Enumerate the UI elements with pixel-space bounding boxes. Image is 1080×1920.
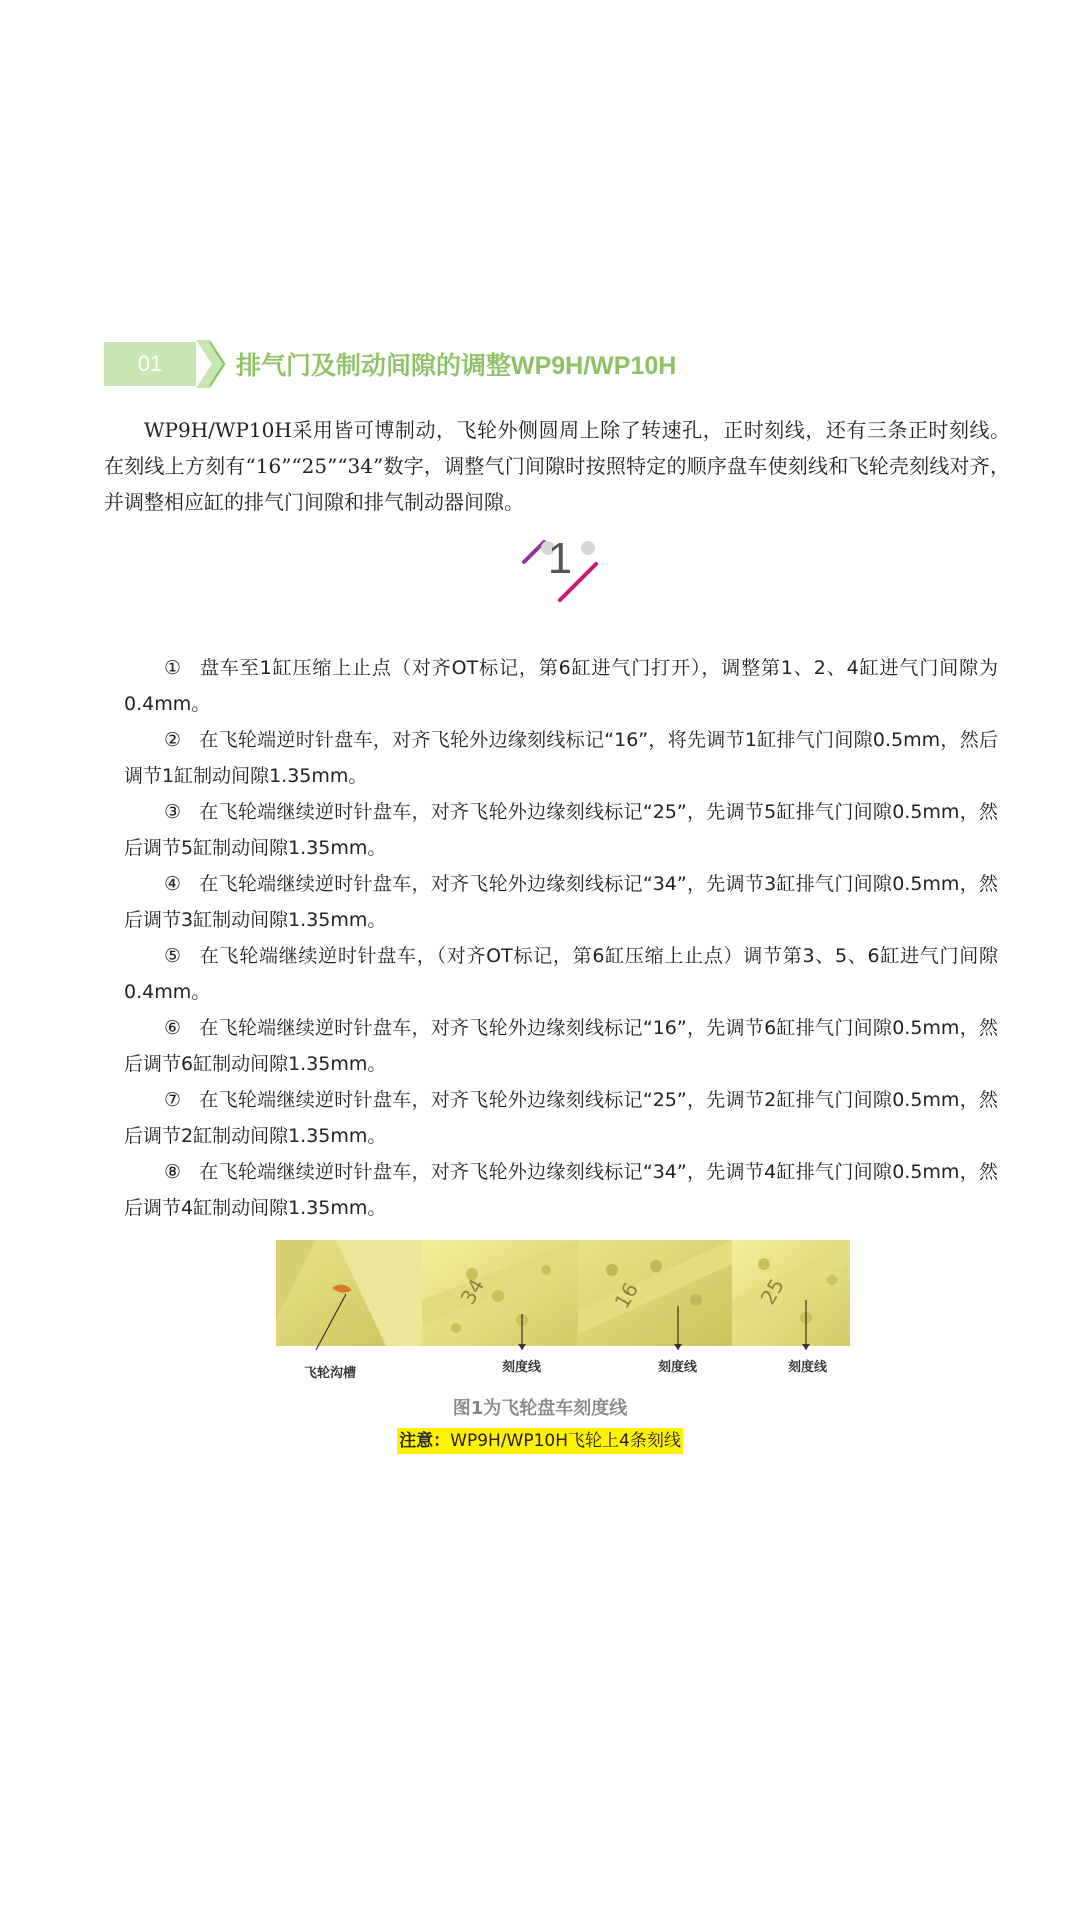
chevron-right-icon xyxy=(196,340,226,388)
note-label: 注意： xyxy=(399,1431,451,1451)
step-number: ⑥ xyxy=(164,1017,182,1039)
steps-list xyxy=(124,650,998,1226)
figure-label-scale: 刻度线 xyxy=(502,1360,542,1375)
step-item xyxy=(124,650,998,722)
step-text: 盘车至1缸压缩上止点（对齐OT标记，第6缸进气门打开），调整第1、2、4缸进气门间隙为0.4mm。 xyxy=(124,657,998,715)
step-text: 在飞轮端逆时针盘车，对齐飞轮外边缘刻线标记“16”，将先调节1缸排气门间隙0.5mm，然后调节1缸制动间隙1.35mm。 xyxy=(124,729,998,787)
photo-panel-25 xyxy=(732,1240,850,1346)
step-text: 在飞轮端继续逆时针盘车，对齐飞轮外边缘刻线标记“34”，先调节3缸排气门间隙0.5mm，然后调节3缸制动间隙1.35mm。 xyxy=(124,873,998,931)
engraved-16: 16 xyxy=(609,1278,644,1313)
engraved-25: 25 xyxy=(755,1274,790,1309)
photo-panel-groove xyxy=(276,1240,422,1346)
intro-paragraph: WP9H/WP10H采用皆可博制动，飞轮外侧圆周上除了转速孔，正时刻线，还有三条正时刻线。在刻线上方刻有“16”“25”“34”数字，调整气门间隙时按照特定的顺序盘车使刻线和飞轮壳刻线对齐，并调整相应缸的排气门间隙和排气制动器间隙。 xyxy=(104,418,1010,514)
step-number: ⑤ xyxy=(164,945,182,967)
step-number: ② xyxy=(164,729,182,751)
step-item xyxy=(124,1154,998,1226)
step-item xyxy=(124,1082,998,1154)
photo-panel-34 xyxy=(422,1240,578,1346)
section-title: 排气门及制动间隙的调整WP9H/WP10H xyxy=(236,352,677,380)
step-badge xyxy=(520,532,600,606)
figure-label-scale: 刻度线 xyxy=(658,1360,698,1375)
note xyxy=(0,1428,1080,1454)
step-number: ③ xyxy=(164,801,182,823)
figure-label-groove: 飞轮沟槽 xyxy=(304,1366,357,1381)
step-item xyxy=(124,866,998,938)
step-text: 在飞轮端继续逆时针盘车，对齐飞轮外边缘刻线标记“34”，先调节4缸排气门间隙0.5mm，然后调节4缸制动间隙1.35mm。 xyxy=(124,1161,998,1219)
step-text: 在飞轮端继续逆时针盘车，对齐飞轮外边缘刻线标记“16”，先调节6缸排气门间隙0.5mm，然后调节6缸制动间隙1.35mm。 xyxy=(124,1017,998,1075)
step-text: 在飞轮端继续逆时针盘车，对齐飞轮外边缘刻线标记“25”，先调节2缸排气门间隙0.5mm，然后调节2缸制动间隙1.35mm。 xyxy=(124,1089,998,1147)
note-highlight xyxy=(397,1428,683,1454)
step-item xyxy=(124,722,998,794)
figure-label-scale: 刻度线 xyxy=(788,1360,828,1375)
step-item xyxy=(124,938,998,1010)
figure-caption: 图1为飞轮盘车刻度线 xyxy=(452,1398,628,1419)
step-item xyxy=(124,1010,998,1082)
note-text: WP9H/WP10H飞轮上4条刻线 xyxy=(450,1431,681,1451)
step-number: ④ xyxy=(164,873,182,895)
section-header xyxy=(104,340,676,388)
step-badge-number: 1 xyxy=(547,534,573,583)
step-number: ⑦ xyxy=(164,1089,182,1111)
step-number: ⑧ xyxy=(164,1161,182,1183)
step-number: ① xyxy=(164,657,182,679)
section-number: 01 xyxy=(104,342,196,386)
step-text: 在飞轮端继续逆时针盘车，（对齐OT标记，第6缸压缩上止点）调节第3、5、6缸进气门间隙0.4mm。 xyxy=(124,945,998,1003)
engraved-34: 34 xyxy=(455,1274,490,1309)
flywheel-photo-strip xyxy=(276,1240,850,1350)
figure-labels xyxy=(276,1356,850,1380)
step-item xyxy=(124,794,998,866)
photo-panel-16 xyxy=(578,1240,732,1346)
step-text: 在飞轮端继续逆时针盘车，对齐飞轮外边缘刻线标记“25”，先调节5缸排气门间隙0.5mm，然后调节5缸制动间隙1.35mm。 xyxy=(124,801,998,859)
